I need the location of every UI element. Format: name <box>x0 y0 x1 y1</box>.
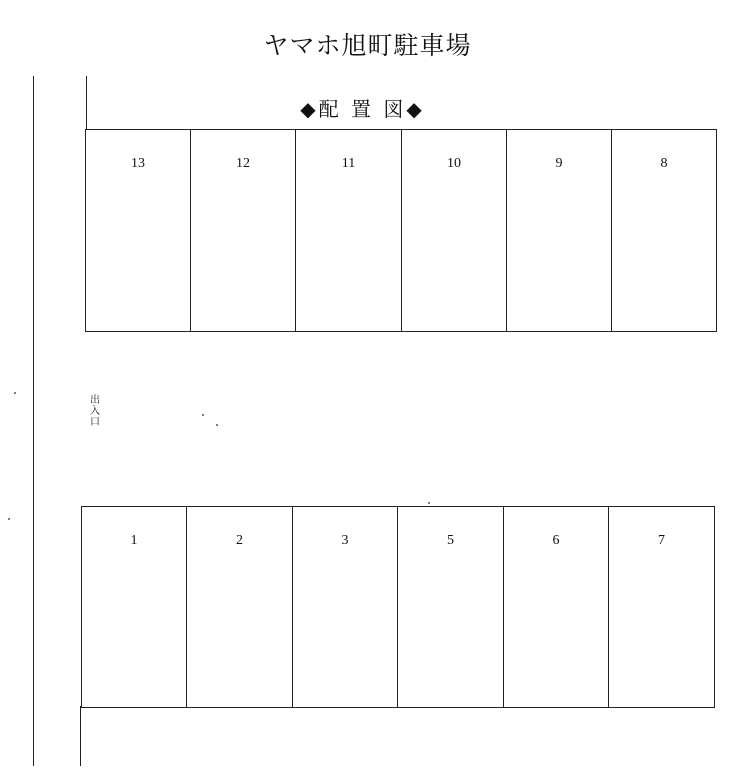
scan-speck <box>8 518 10 520</box>
slot-number: 2 <box>236 533 243 548</box>
slot-number: 7 <box>658 533 665 548</box>
scan-speck <box>202 414 204 416</box>
entrance-char: 出 <box>90 395 100 406</box>
slot-number: 12 <box>236 156 250 171</box>
parking-slot[interactable] <box>608 507 715 707</box>
parking-slot[interactable] <box>503 507 608 707</box>
parking-slot[interactable] <box>611 130 717 331</box>
page-title: ヤマホ旭町駐車場 <box>263 31 472 60</box>
parking-slot[interactable] <box>506 130 611 331</box>
parking-slot[interactable] <box>186 507 292 707</box>
parking-slot[interactable] <box>397 507 503 707</box>
entrance-char: 入 <box>90 406 100 417</box>
parking-row-bottom <box>81 506 715 708</box>
parking-slot[interactable] <box>190 130 295 331</box>
parking-slot[interactable] <box>295 130 401 331</box>
parking-row-top <box>85 129 717 332</box>
boundary-line-left <box>33 76 34 766</box>
parking-slot[interactable] <box>292 507 397 707</box>
slot-number: 5 <box>447 533 454 548</box>
parking-slot[interactable] <box>85 130 190 331</box>
scan-speck <box>14 392 16 394</box>
slot-number: 9 <box>555 156 563 171</box>
slot-number: 8 <box>660 156 668 171</box>
slot-number: 10 <box>447 156 461 171</box>
entrance-label <box>88 395 102 428</box>
slot-number: 1 <box>130 533 138 548</box>
slot-number: 3 <box>341 533 349 548</box>
layout-subtitle: ◆配 置 図◆ <box>300 97 425 121</box>
slot-number: 11 <box>341 156 356 171</box>
slot-number: 13 <box>131 156 145 171</box>
slot-number: 6 <box>552 533 560 548</box>
scan-speck <box>216 424 218 426</box>
lot-edge-top <box>86 76 87 130</box>
entrance-char: 口 <box>90 417 100 428</box>
parking-slot[interactable] <box>81 507 186 707</box>
scan-speck <box>428 502 430 504</box>
parking-slot[interactable] <box>401 130 506 331</box>
lot-edge-bottom <box>80 706 81 766</box>
